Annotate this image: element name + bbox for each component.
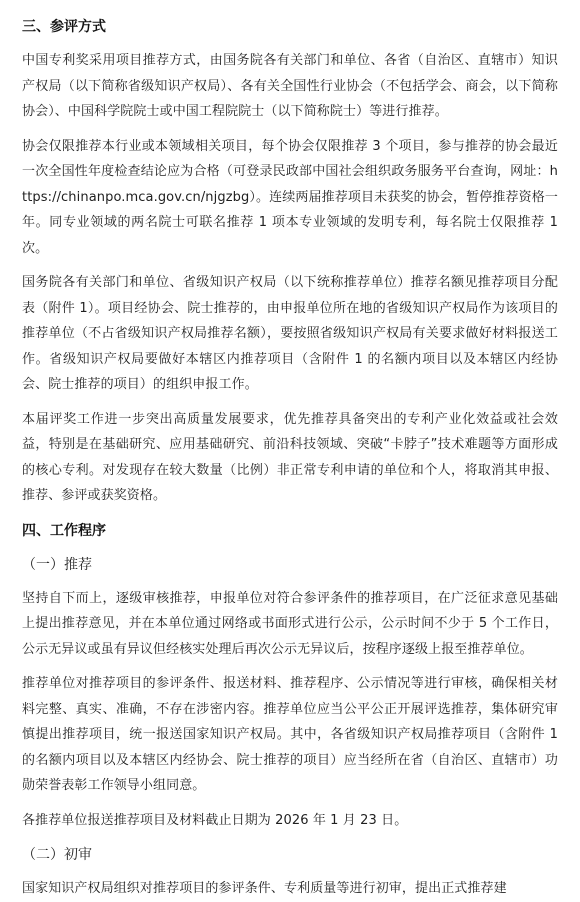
subheading-recommendation: （一）推荐 [22, 556, 92, 573]
section-heading-evaluation-method: 三、参评方式 [22, 19, 106, 35]
paragraph-association-rules: 协会仅限推荐本行业或本领域相关项目，每个协会仅限推荐 3 个项目，参与推荐的协会最近一次全国性年度检查结论应为合格（可登录民政部中国社会组织政务服务平台查询，网址：https://chinanpo.mca.gov.cn/njgzbg）。连续两届推荐项目未获奖的协会，暂停推荐资格一年。同专业领域的两名院士可联名推荐 1 项本专业领域的发明专利，每名院士仅限推荐 1 次。 [22, 138, 558, 256]
paragraph-preliminary-review: 国家知识产权局组织对推荐项目的参评条件、专利质量等进行初审，提出正式推荐建 [22, 881, 507, 896]
paragraph-bottom-up-review: 坚持自下而上，逐级审核推荐，申报单位对符合参评条件的推荐项目，在广泛征求意见基础上提出推荐意见，并在本单位通过网络或书面形式进行公示，公示时间不少于 5 个工作日，公示无异议或虽有异议但经核实处理后再次公示无异议后，按程序逐级上报至推荐单位。 [22, 590, 558, 657]
paragraph-quality-requirements: 本届评奖工作进一步突出高质量发展要求，优先推荐具备突出的专利产业化效益或社会效益，特别是在基础研究、应用基础研究、前沿科技领域、突破“卡脖子”技术难题等方面形成的核心专利。对发现存在较大数量（比例）非正常专利申请的单位和个人，将取消其申报、推荐、参评或获奖资格。 [22, 411, 558, 503]
paragraph-recommendation-method: 中国专利奖采用项目推荐方式，由国务院各有关部门和单位、各省（自治区、直辖市）知识产权局（以下简称省级知识产权局）、各有关全国性行业协会（不包括学会、商会，以下简称协会）、中国科学院院士或中国工程院院士（以下简称院士）等进行推荐。 [22, 53, 558, 119]
section-heading-work-procedure: 四、工作程序 [22, 522, 106, 539]
paragraph-deadline: 各推荐单位报送推荐项目及材料截止日期为 2026 年 1 月 23 日。 [22, 812, 408, 828]
paragraph-quota-allocation: 国务院各有关部门和单位、省级知识产权局（以下统称推荐单位）推荐名额见推荐项目分配表（附件 1）。项目经协会、院士推荐的，由申报单位所在地的省级知识产权局作为该项目的推荐单位（不占省级知识产权局推荐名额），要按照省级知识产权局有关要求做好材料报送工作。省级知识产权局要做好本辖区内推荐项目（含附件 1 的名额内项目以及本辖区内经协会、院士推荐的项目）的组织申报工作。 [22, 275, 558, 392]
paragraph-recommender-review: 推荐单位对推荐项目的参评条件、报送材料、推荐程序、公示情况等进行审核，确保相关材料完整、真实、准确，不存在涉密内容。推荐单位应当公平公正开展评选推荐，集体研究审慎提出推荐项目，统一报送国家知识产权局。其中，各省级知识产权局推荐项目（含附件 1 的名额内项目以及本辖区内经协会、院士推荐的项目）应当经所在省（自治区、直辖市）功勋荣誉表彰工作领导小组同意。 [22, 676, 558, 793]
document-body [22, 14, 558, 902]
subheading-preliminary-review: （二）初审 [22, 847, 92, 863]
